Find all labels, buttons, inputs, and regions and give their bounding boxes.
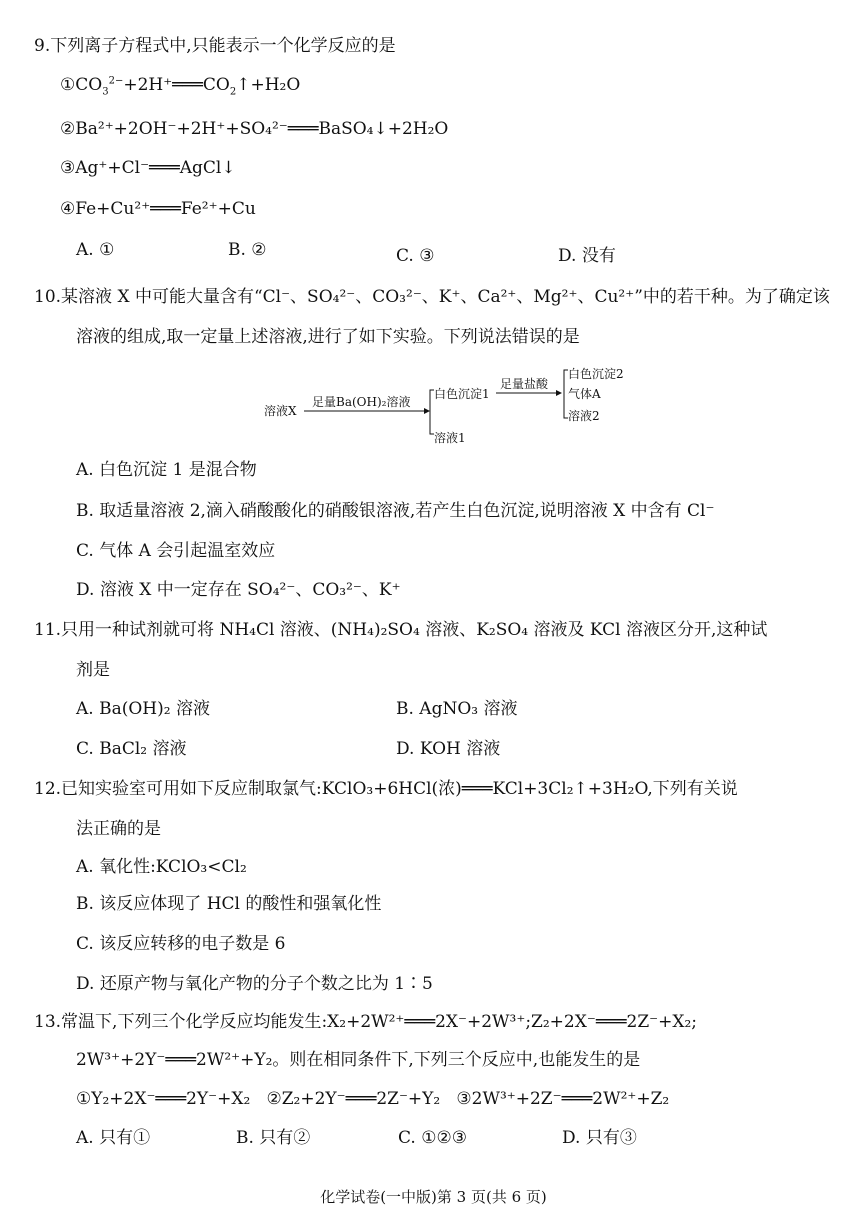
q10-flow-diagram [260,360,660,452]
q11-stem-line2: 剂是 [76,660,110,680]
flow-reagent-1: 足量Ba(OH)₂溶液 [312,395,411,409]
q9-item-1-post: +2H⁺═══CO [123,75,230,95]
q12-option-c: C. 该反应转移的电子数是 6 [76,934,286,954]
flow-gas: 气体A [568,387,601,401]
q9-item-1-sub2: 2 [229,86,237,98]
q12-option-a: A. 氧化性:KClO₃<Cl₂ [76,857,247,877]
q13-option-d: D. 只有③ [562,1128,637,1148]
q13-reactions: ①Y₂+2X⁻═══2Y⁻+X₂ ②Z₂+2Y⁻═══2Z⁻+Y₂ ③2W³⁺+2Z⁻═══2W²⁺+Z₂ [76,1089,670,1109]
q9-item-4-text: Fe+Cu²⁺═══Fe²⁺+Cu [75,199,256,219]
q10-stem-line2: 溶液的组成,取一定量上述溶液,进行了如下实验。下列说法错误的是 [76,327,580,347]
flow-start: 溶液X [264,404,297,418]
q9-stem: 9.下列离子方程式中,只能表示一个化学反应的是 [34,36,396,56]
q12-option-d: D. 还原产物与氧化产物的分子个数之比为 1∶5 [76,974,433,994]
q9-option-c: C. ③ [396,246,435,266]
q12-stem-line2: 法正确的是 [76,819,161,839]
q9-item-3-no: ③ [60,158,76,178]
q12-option-b: B. 该反应体现了 HCl 的酸性和强氧化性 [76,894,382,914]
q9-item-1-tail: ↑+H₂O [236,75,301,95]
q9-option-b: B. ② [228,240,267,260]
q9-item-1-sup: 2− [108,75,124,87]
q9-item-1-pre: CO [75,75,103,95]
q9-item-1-no: ① [60,75,76,95]
q9-item-4-no: ④ [60,199,76,219]
flow-reagent-2: 足量盐酸 [500,377,549,391]
q9-item-3 [60,156,236,180]
q9-item-1 [60,73,300,97]
q10-option-a: A. 白色沉淀 1 是混合物 [76,460,257,480]
q13-stem-line2: 2W³⁺+2Y⁻═══2W²⁺+Y₂。则在相同条件下,下列三个反应中,也能发生的是 [76,1050,641,1070]
q11-option-c: C. BaCl₂ 溶液 [76,739,187,759]
q11-stem-line1: 11.只用一种试剂就可将 NH₄Cl 溶液、(NH₄)₂SO₄ 溶液、K₂SO₄ 溶液及 KCl 溶液区分开,这种试 [34,620,768,640]
page-footer: 化学试卷(一中版)第 3 页(共 6 页) [320,1188,547,1206]
q10-stem-line1: 10.某溶液 X 中可能大量含有“Cl⁻、SO₄²⁻、CO₃²⁻、K⁺、Ca²⁺、Mg²⁺、Cu²⁺”中的若干种。为了确定该 [34,287,830,307]
flow-ppt-1: 白色沉淀1 [434,387,490,401]
q11-option-d: D. KOH 溶液 [396,739,501,759]
q13-option-c: C. ①②③ [398,1128,467,1148]
q13-option-a: A. 只有① [76,1128,151,1148]
q13-stem-line1: 13.常温下,下列三个化学反应均能发生:X₂+2W²⁺═══2X⁻+2W³⁺;Z₂+2X⁻═══2Z⁻+X₂; [34,1012,698,1032]
q9-item-2 [60,117,448,141]
q9-item-3-text: Ag⁺+Cl⁻═══AgCl↓ [75,158,236,178]
flow-ppt-2: 白色沉淀2 [568,367,624,381]
q9-item-2-text: Ba²⁺+2OH⁻+2H⁺+SO₄²⁻═══BaSO₄↓+2H₂O [75,119,449,139]
flow-sol-2: 溶液2 [568,409,600,423]
q9-option-a: A. ① [76,240,115,260]
q10-option-c: C. 气体 A 会引起温室效应 [76,541,276,561]
q12-stem-line1: 12.已知实验室可用如下反应制取氯气:KClO₃+6HCl(浓)═══KCl+3Cl₂↑+3H₂O,下列有关说 [34,779,738,799]
q10-option-b: B. 取适量溶液 2,滴入硝酸酸化的硝酸银溶液,若产生白色沉淀,说明溶液 X 中含有 Cl⁻ [76,501,715,521]
flow-sol-1: 溶液1 [434,431,466,445]
q11-option-b: B. AgNO₃ 溶液 [396,699,518,719]
q9-item-1-sub: 3 [102,86,109,98]
flow-arrowhead-2 [556,390,562,396]
q9-option-d: D. 没有 [558,246,616,266]
flow-arrowhead-1 [424,408,430,414]
q11-option-a: A. Ba(OH)₂ 溶液 [76,699,210,719]
q9-item-4 [60,197,256,221]
q10-option-d: D. 溶液 X 中一定存在 SO₄²⁻、CO₃²⁻、K⁺ [76,580,401,600]
q9-item-2-no: ② [60,119,76,139]
q13-option-b: B. 只有② [236,1128,311,1148]
